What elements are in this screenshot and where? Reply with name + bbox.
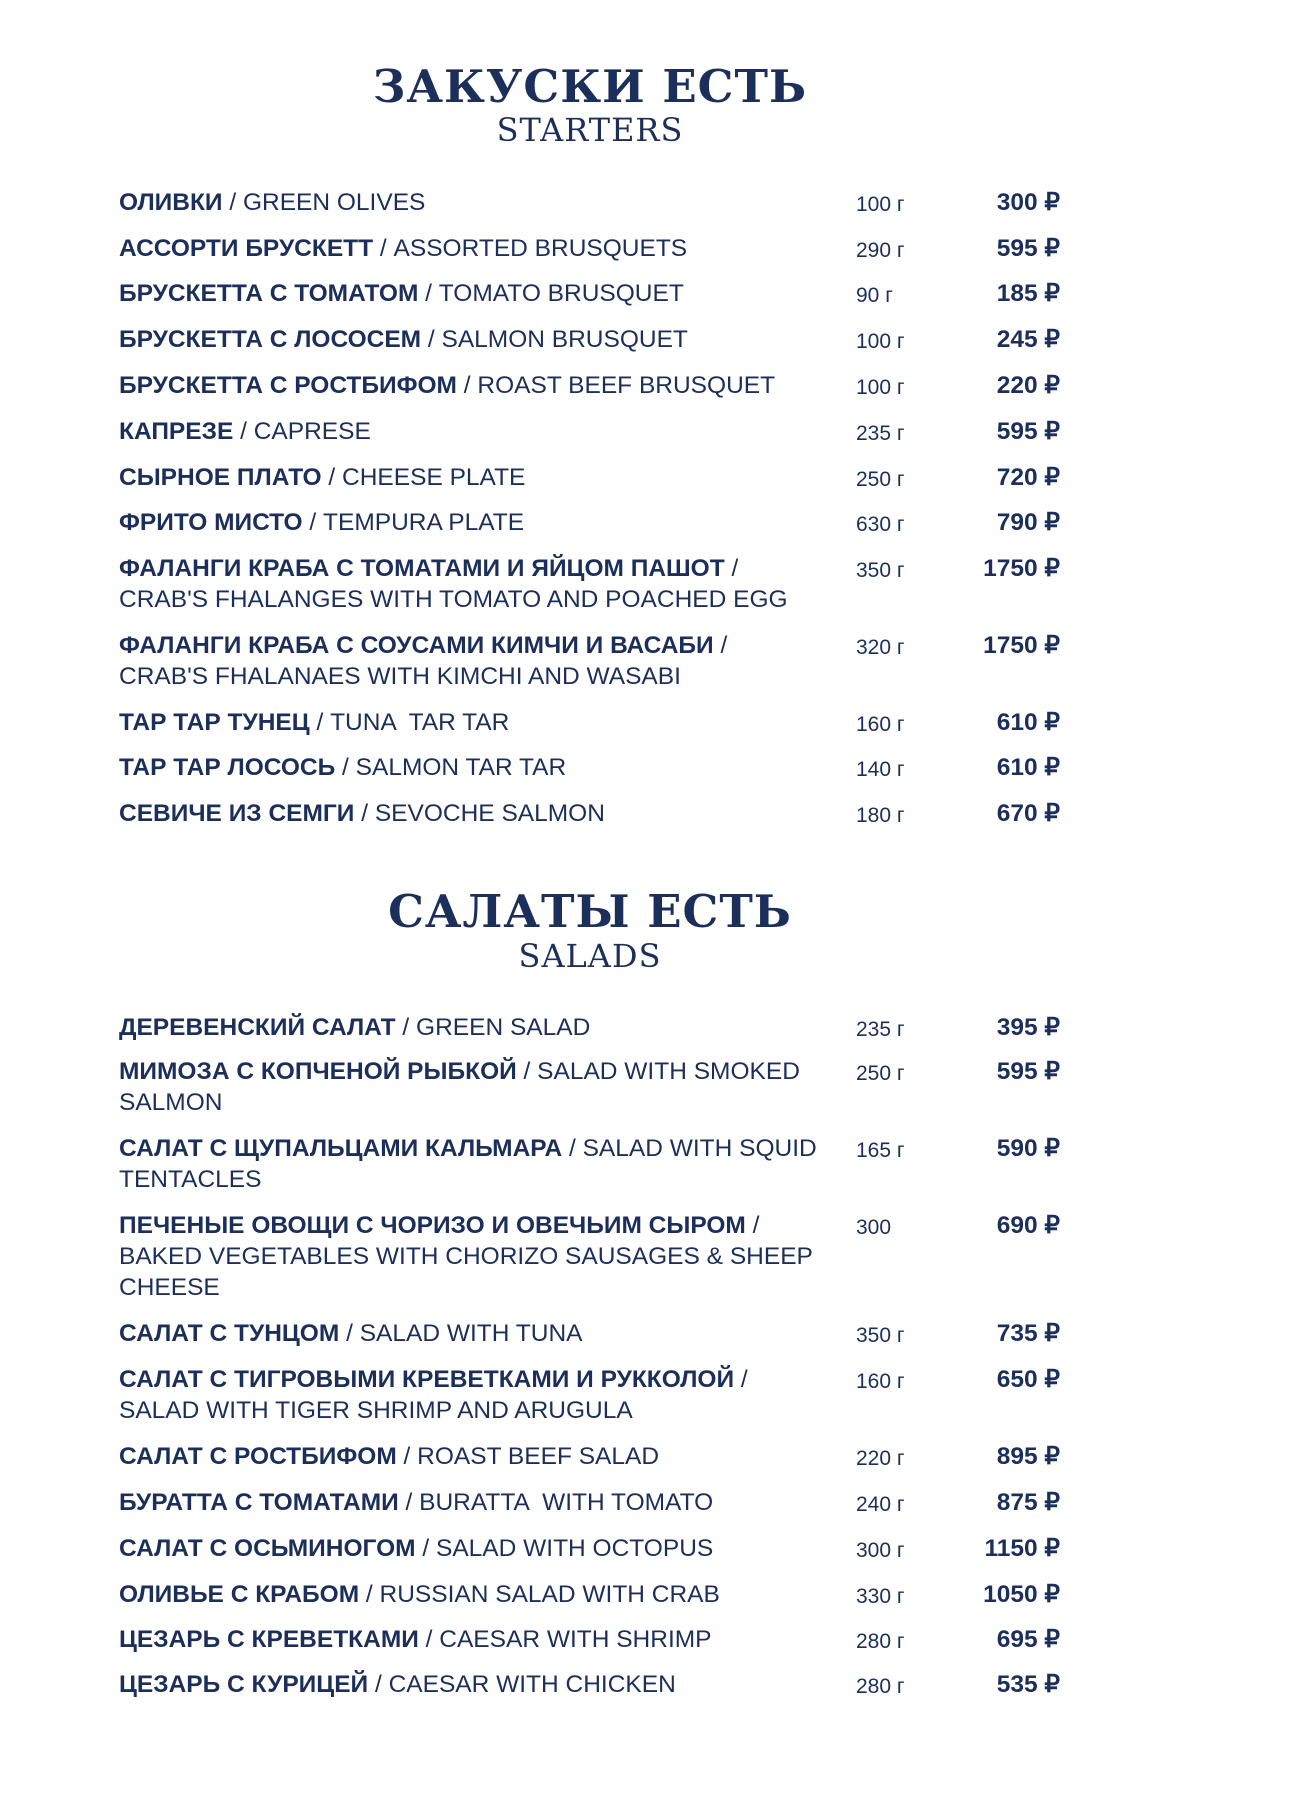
- item-name-en: TUNA TAR TAR: [330, 709, 510, 736]
- item-name-ru: ОЛИВЬЕ С КРАБОМ: [119, 1581, 360, 1608]
- item-name-en: GREEN OLIVES: [242, 189, 426, 216]
- item-name-en: CAPRESE: [253, 418, 371, 445]
- item-name: САЛАТ С РОСТБИФОМ / ROAST BEEF SALAD: [119, 1443, 660, 1470]
- item-price: 395 ₽: [996, 1014, 1060, 1041]
- item-name-ru: БРУСКЕТТА С РОСТБИФОМ: [119, 372, 457, 399]
- item-price: 595 ₽: [996, 1058, 1060, 1085]
- item-weight: 100 г: [856, 330, 905, 353]
- item-name: БРУСКЕТТА С ЛОСОСЕМ / SALMON BRUSQUET: [119, 326, 688, 353]
- item-name-en: CAESAR WITH CHICKEN: [388, 1671, 676, 1698]
- item-name-en: BAKED VEGETABLES WITH CHORIZO SAUSAGES & SHEEP CHEESE: [119, 1243, 813, 1301]
- item-name: БРУСКЕТТА С ТОМАТОМ / TOMATO BRUSQUET: [119, 280, 684, 307]
- item-name-ru: БРУСКЕТТА С ЛОСОСЕМ: [119, 326, 422, 353]
- item-name-en: SALAD WITH SMOKED SALMON: [119, 1058, 800, 1116]
- item-name: ЦЕЗАРЬ С КРЕВЕТКАМИ / CAESAR WITH SHRIMP: [119, 1626, 712, 1653]
- section-subtitle: SALADS: [518, 937, 662, 975]
- item-price: 895 ₽: [996, 1443, 1060, 1470]
- item-name: ДЕРЕВЕНСКИЙ САЛАТ / GREEN SALAD: [119, 1014, 591, 1041]
- item-price: 695 ₽: [996, 1626, 1060, 1653]
- item-name: ПЕЧЕНЫЕ ОВОЩИ С ЧОРИЗО И ОВЕЧЬИМ СЫРОМ / BAKED VEGETABLES WITH CHORIZO SAUSAGES & SHEEP CHEESE: [119, 1212, 813, 1301]
- item-name-ru: САЛАТ С ЩУПАЛЬЦАМИ КАЛЬМАРА: [119, 1135, 563, 1162]
- item-price: 670 ₽: [996, 800, 1060, 827]
- item-name-ru: ДЕРЕВЕНСКИЙ САЛАТ: [119, 1014, 396, 1041]
- section-title: САЛАТЫ ЕСТЬ: [388, 885, 792, 938]
- item-name-en: SALAD WITH SQUID TENTACLES: [119, 1135, 817, 1193]
- item-price: 1150 ₽: [984, 1535, 1060, 1562]
- item-name-ru: ЦЕЗАРЬ С КУРИЦЕЙ: [119, 1671, 369, 1698]
- item-price: 610 ₽: [996, 754, 1060, 781]
- item-weight: 240 г: [856, 1493, 905, 1516]
- item-name: ОЛИВЬЕ С КРАБОМ / RUSSIAN SALAD WITH CRAB: [119, 1581, 720, 1608]
- item-name-ru: БРУСКЕТТА С ТОМАТОМ: [119, 280, 419, 307]
- item-name: ОЛИВКИ / GREEN OLIVES: [119, 189, 426, 216]
- item-name-ru: ФАЛАНГИ КРАБА С ТОМАТАМИ И ЯЙЦОМ ПАШОТ: [119, 555, 725, 582]
- item-name: САЛАТ С ОСЬМИНОГОМ / SALAD WITH OCTOPUS: [119, 1535, 714, 1562]
- item-weight: 630 г: [856, 513, 905, 536]
- item-weight: 330 г: [856, 1585, 905, 1608]
- item-name-en: CRAB'S FHALANGES WITH TOMATO AND POACHED EGG: [119, 586, 788, 613]
- item-weight: 160 г: [856, 713, 905, 736]
- item-name-en: TEMPURA PLATE: [323, 509, 525, 536]
- item-price: 650 ₽: [996, 1366, 1060, 1393]
- item-name-ru: КАПРЕЗЕ: [119, 418, 234, 445]
- item-weight: 280 г: [856, 1675, 905, 1698]
- item-weight: 100 г: [856, 193, 905, 216]
- item-weight: 160 г: [856, 1370, 905, 1393]
- item-name-en: ROAST BEEF BRUSQUET: [477, 372, 776, 399]
- item-price: 875 ₽: [996, 1489, 1060, 1516]
- item-price: 595 ₽: [996, 418, 1060, 445]
- item-weight: 165 г: [856, 1139, 905, 1162]
- item-price: 245 ₽: [996, 326, 1060, 353]
- item-name: ФАЛАНГИ КРАБА С ТОМАТАМИ И ЯЙЦОМ ПАШОТ / CRAB'S FHALANGES WITH TOMATO AND POACHED EGG: [119, 555, 788, 613]
- item-price: 590 ₽: [996, 1135, 1060, 1162]
- item-name-en: CHEESE PLATE: [342, 464, 526, 491]
- item-name-ru: САЛАТ С РОСТБИФОМ: [119, 1443, 397, 1470]
- item-name-en: RUSSIAN SALAD WITH CRAB: [379, 1581, 720, 1608]
- item-name: СЫРНОЕ ПЛАТО / CHEESE PLATE: [119, 464, 526, 491]
- item-weight: 300: [856, 1216, 892, 1239]
- item-name-ru: ПЕЧЕНЫЕ ОВОЩИ С ЧОРИЗО И ОВЕЧЬИМ СЫРОМ: [119, 1212, 746, 1239]
- item-name: АССОРТИ БРУСКЕТТ / ASSORTED BRUSQUETS: [119, 235, 688, 262]
- item-weight: 320 г: [856, 636, 905, 659]
- item-name-en: SALAD WITH OCTOPUS: [435, 1535, 714, 1562]
- item-name-ru: ОЛИВКИ: [119, 189, 223, 216]
- item-price: 300 ₽: [996, 189, 1060, 216]
- item-name: САЛАТ С ТУНЦОМ / SALAD WITH TUNA: [119, 1320, 583, 1347]
- item-name-ru: САЛАТ С ТИГРОВЫМИ КРЕВЕТКАМИ И РУККОЛОЙ: [119, 1366, 735, 1393]
- item-weight: 250 г: [856, 1062, 905, 1085]
- item-name-en: ASSORTED BRUSQUETS: [393, 235, 688, 262]
- section-title: ЗАКУСКИ ЕСТЬ: [372, 60, 808, 113]
- item-name-en: CRAB'S FHALANAES WITH KIMCHI AND WASABI: [119, 663, 681, 690]
- item-name-en: SALAD WITH TIGER SHRIMP AND ARUGULA: [119, 1397, 633, 1424]
- item-name-en: SALMON BRUSQUET: [441, 326, 688, 353]
- item-price: 535 ₽: [996, 1671, 1060, 1698]
- item-name: ФАЛАНГИ КРАБА С СОУСАМИ КИМЧИ И ВАСАБИ / CRAB'S FHALANAES WITH KIMCHI AND WASABI: [119, 632, 728, 690]
- item-weight: 250 г: [856, 468, 905, 491]
- item-name-en: ROAST BEEF SALAD: [417, 1443, 660, 1470]
- item-name-en: BURATTA WITH TOMATO: [419, 1489, 714, 1516]
- item-weight: 220 г: [856, 1447, 905, 1470]
- item-weight: 140 г: [856, 758, 905, 781]
- item-price: 1750 ₽: [983, 555, 1060, 582]
- item-weight: 100 г: [856, 376, 905, 399]
- item-name-ru: САЛАТ С ТУНЦОМ: [119, 1320, 340, 1347]
- item-weight: 290 г: [856, 239, 905, 262]
- item-weight: 235 г: [856, 1018, 905, 1041]
- item-weight: 350 г: [856, 559, 905, 582]
- item-weight: 300 г: [856, 1539, 905, 1562]
- item-price: 690 ₽: [996, 1212, 1060, 1239]
- item-name: МИМОЗА С КОПЧЕНОЙ РЫБКОЙ / SALAD WITH SMOKED SALMON: [119, 1058, 800, 1116]
- item-name-ru: СЫРНОЕ ПЛАТО: [119, 464, 322, 491]
- item-name: САЛАТ С ТИГРОВЫМИ КРЕВЕТКАМИ И РУККОЛОЙ / SALAD WITH TIGER SHRIMP AND ARUGULA: [119, 1366, 748, 1424]
- item-price: 185 ₽: [996, 280, 1060, 307]
- item-price: 735 ₽: [996, 1320, 1060, 1347]
- item-name-ru: АССОРТИ БРУСКЕТТ: [119, 235, 374, 262]
- item-name: ТАР ТАР ТУНЕЦ / TUNA TAR TAR: [119, 709, 510, 736]
- item-name: ЦЕЗАРЬ С КУРИЦЕЙ / CAESAR WITH CHICKEN: [119, 1671, 676, 1698]
- item-name-ru: БУРАТТА С ТОМАТАМИ: [119, 1489, 399, 1516]
- item-name: ТАР ТАР ЛОСОСЬ / SALMON TAR TAR: [119, 754, 567, 781]
- item-price: 1050 ₽: [983, 1581, 1060, 1608]
- item-name-en: GREEN SALAD: [416, 1014, 591, 1041]
- item-price: 790 ₽: [996, 509, 1060, 536]
- item-name-en: TOMATO BRUSQUET: [438, 280, 684, 307]
- item-price: 610 ₽: [996, 709, 1060, 736]
- section-subtitle: STARTERS: [496, 111, 684, 149]
- item-name: БУРАТТА С ТОМАТАМИ / BURATTA WITH TOMATO: [119, 1489, 714, 1516]
- item-weight: 90 г: [856, 284, 893, 307]
- item-name: БРУСКЕТТА С РОСТБИФОМ / ROAST BEEF BRUSQUET: [119, 372, 776, 399]
- item-weight: 235 г: [856, 422, 905, 445]
- item-name-en: SALMON TAR TAR: [355, 754, 567, 781]
- item-name-en: CAESAR WITH SHRIMP: [439, 1626, 712, 1653]
- item-name-ru: ТАР ТАР ЛОСОСЬ: [119, 754, 336, 781]
- item-name: ФРИТО МИСТО / TEMPURA PLATE: [119, 509, 525, 536]
- item-name-ru: ЦЕЗАРЬ С КРЕВЕТКАМИ: [119, 1626, 419, 1653]
- item-price: 720 ₽: [996, 464, 1060, 491]
- item-weight: 180 г: [856, 804, 905, 827]
- item-name-en: SALAD WITH TUNA: [359, 1320, 583, 1347]
- item-weight: 280 г: [856, 1630, 905, 1653]
- item-name: КАПРЕЗЕ / CAPRESE: [119, 418, 371, 445]
- item-name-ru: ФРИТО МИСТО: [119, 509, 303, 536]
- item-name-ru: МИМОЗА С КОПЧЕНОЙ РЫБКОЙ: [119, 1058, 517, 1085]
- item-name: САЛАТ С ЩУПАЛЬЦАМИ КАЛЬМАРА / SALAD WITH SQUID TENTACLES: [119, 1135, 817, 1193]
- item-name: СЕВИЧЕ ИЗ СЕМГИ / SEVOCHE SALMON: [119, 800, 605, 827]
- item-name-ru: САЛАТ С ОСЬМИНОГОМ: [119, 1535, 416, 1562]
- item-name-ru: СЕВИЧЕ ИЗ СЕМГИ: [119, 800, 355, 827]
- item-price: 220 ₽: [996, 372, 1060, 399]
- item-price: 1750 ₽: [983, 632, 1060, 659]
- item-price: 595 ₽: [996, 235, 1060, 262]
- item-name-en: SEVOCHE SALMON: [374, 800, 605, 827]
- item-weight: 350 г: [856, 1324, 905, 1347]
- item-name-ru: ФАЛАНГИ КРАБА С СОУСАМИ КИМЧИ И ВАСАБИ: [119, 632, 714, 659]
- item-name-ru: ТАР ТАР ТУНЕЦ: [119, 709, 310, 736]
